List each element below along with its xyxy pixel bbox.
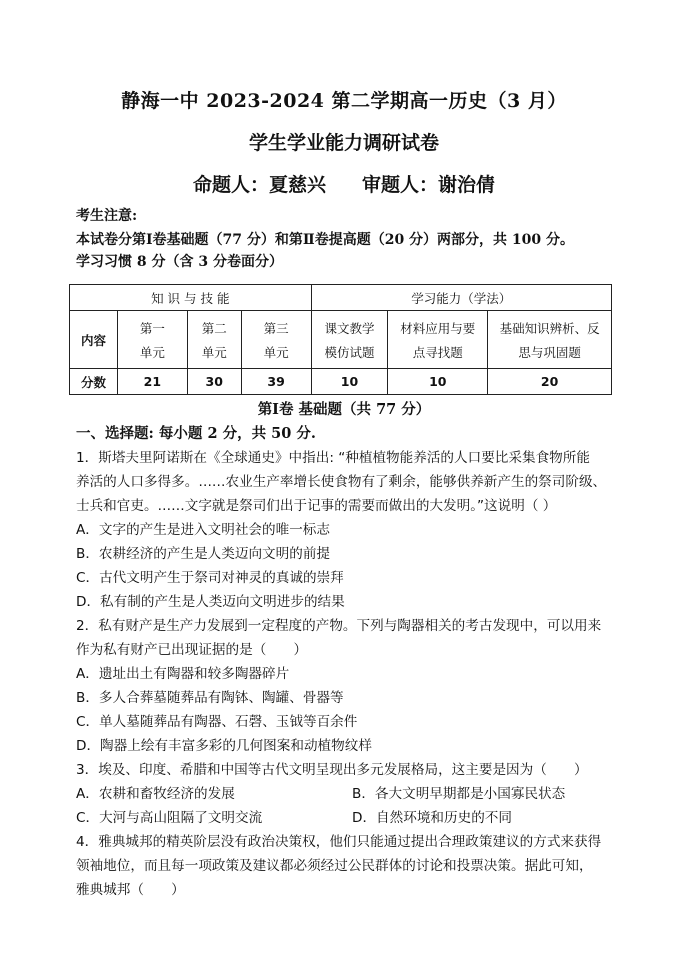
score-cell: 30 (187, 369, 241, 395)
q2-option-c: C．单人墓随葬品有陶器、石磬、玉钺等百余件 (76, 714, 358, 730)
q3-option-c: C．大河与高山阻隔了文明交流 (76, 810, 263, 826)
q3-stem: 3．埃及、印度、希腊和中国等古代文明呈现出多元发展格局，这主要是因为（ ） (76, 762, 588, 778)
table-row-content (70, 311, 612, 369)
col-unit-3: 第三 单元 (241, 311, 311, 369)
q1-option-d: D．私有制的产生是人类迈向文明进步的结果 (76, 594, 345, 610)
q1-stem-line: 1．斯塔夫里阿诺斯在《全球通史》中指出: “种植植物能养活的人口要比采集食物所能 (76, 450, 590, 466)
q2-stem-line: 2．私有财产是生产力发展到一定程度的产物。下列与陶器相关的考古发现中，可以用来 (76, 618, 602, 634)
score-cell: 20 (488, 369, 612, 395)
author-label: 命题人：夏慈兴 (192, 174, 326, 196)
col-unit-1: 第一 单元 (117, 311, 187, 369)
q2-option-a: A．遗址出土有陶器和较多陶器碎片 (76, 666, 290, 682)
q2-option-d: D．陶器上绘有丰富多彩的几何图案和动植物纹样 (76, 738, 372, 754)
q1-stem-line: 养活的人口多得多。……农业生产率增长使食物有了剩余，能够供养新产生的祭司阶级、 (76, 474, 607, 490)
q1-option-c: C．古代文明产生于祭司对神灵的真诚的崇拜 (76, 570, 344, 586)
notice-heading: 考生注意: (76, 208, 138, 224)
q3-option-a: A．农耕和畜牧经济的发展 (76, 786, 235, 802)
q1-stem-line: 士兵和官吏。……文字就是祭司们出于记事的需要而做出的大发明。”这说明（ ） (76, 498, 557, 514)
table-row-score (70, 369, 612, 395)
col-unit-2: 第二 单元 (187, 311, 241, 369)
notice-line-2: 学习习惯 8 分（含 3 分卷面分） (76, 254, 283, 270)
col-imitation: 课文教学 模仿试题 (311, 311, 388, 369)
q4-stem-line: 领袖地位，而且每一项政策及建议都必须经过公民群体的讨论和投票决策。据此可知， (76, 858, 593, 874)
table-header-row (70, 285, 612, 311)
q2-option-b: B．多人合葬墓随葬品有陶钵、陶罐、骨器等 (76, 690, 344, 706)
q4-stem-line: 雅典城邦（ ） (76, 882, 185, 898)
score-cell: 21 (117, 369, 187, 395)
score-cell: 39 (241, 369, 311, 395)
q1-option-b: B．农耕经济的产生是人类迈向文明的前提 (76, 546, 331, 562)
q4-stem-line: 4．雅典城邦的精英阶层没有政治决策权，他们只能通过提出合理政策建议的方式来获得 (76, 834, 602, 850)
authors-line (0, 170, 688, 197)
q2-stem-line: 作为私有财产已出现证据的是（ ） (76, 642, 308, 658)
exam-title: 静海一中 2023-2024 第二学期高一历史（3 月） (121, 90, 567, 112)
col-reflection: 基础知识辨析、反 思与巩固题 (488, 311, 612, 369)
notice-line-1: 本试卷分第Ⅰ卷基础题（77 分）和第Ⅱ卷提高题（20 分）两部分，共 100 分。 (76, 232, 575, 248)
row-label-score: 分数 (70, 369, 118, 395)
row-label-content: 内容 (70, 311, 118, 369)
q1-option-a: A．文字的产生是进入文明社会的唯一标志 (76, 522, 330, 538)
exam-subtitle: 学生学业能力调研试卷 (248, 132, 439, 154)
q3-option-d: D．自然环境和历史的不同 (352, 810, 512, 826)
section-title: 第Ⅰ卷 基础题（共 77 分） (257, 401, 431, 418)
section-heading: 一、选择题: 每小题 2 分，共 50 分. (76, 425, 316, 442)
reviewer-label: 审题人：谢治倩 (362, 174, 496, 196)
score-cell: 10 (388, 369, 488, 395)
score-cell: 10 (311, 369, 388, 395)
group-knowledge-skills: 知 识 与 技 能 (70, 285, 312, 311)
col-material: 材料应用与要 点寻找题 (388, 311, 488, 369)
q3-option-b: B．各大文明早期都是小国寡民状态 (352, 786, 566, 802)
group-learning-ability: 学习能力（学法） (311, 285, 611, 311)
score-table (69, 284, 612, 395)
